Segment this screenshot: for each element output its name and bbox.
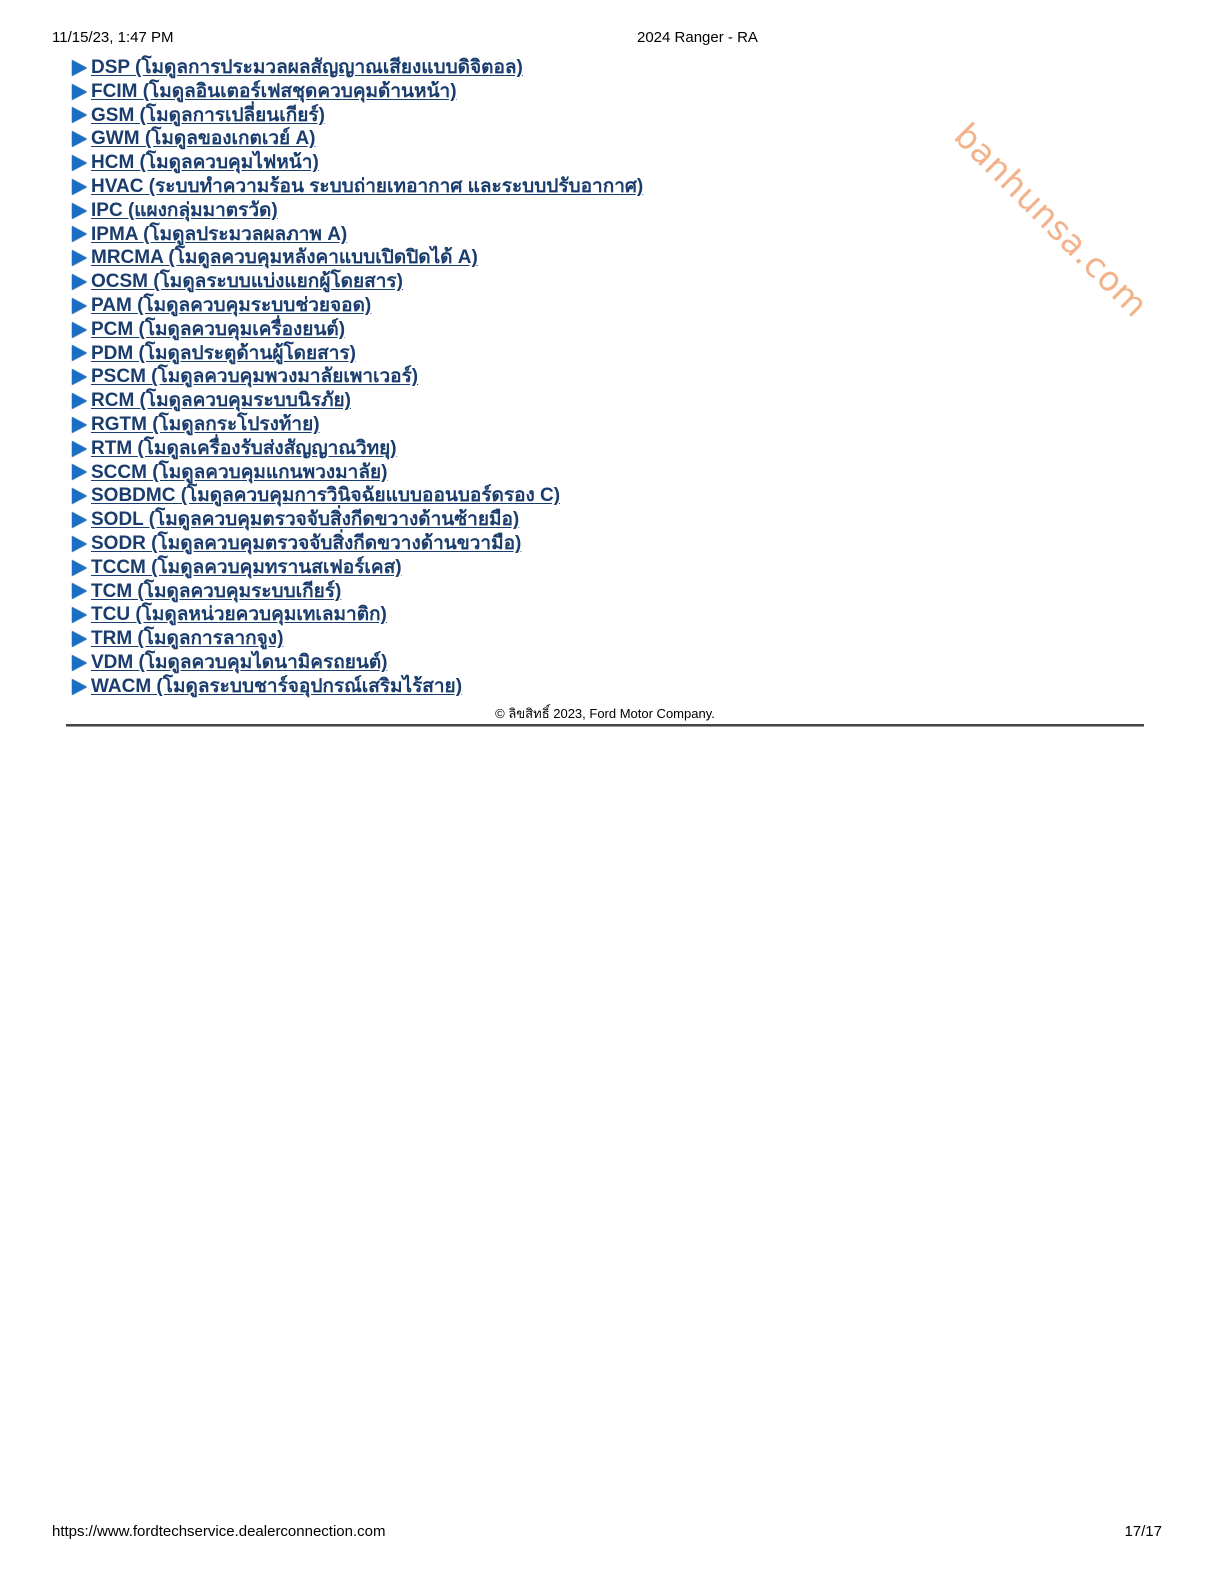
list-item	[72, 365, 643, 389]
module-link[interactable]: RGTM (โมดูลกระโปรงท้าย)	[91, 413, 320, 435]
module-link[interactable]: RTM (โมดูลเครื่องรับส่งสัญญาณวิทยุ)	[91, 437, 397, 459]
triangle-right-icon	[72, 583, 87, 599]
triangle-right-icon	[72, 536, 87, 552]
list-item	[72, 389, 643, 413]
module-link[interactable]: SODL (โมดูลควบคุมตรวจจับสิ่งกีดขวางด้านซ้ายมือ)	[91, 509, 520, 531]
list-item	[72, 318, 643, 342]
module-link[interactable]: WACM (โมดูลระบบชาร์จอุปกรณ์เสริมไร้สาย)	[91, 675, 463, 697]
list-item	[72, 294, 643, 318]
triangle-right-icon	[72, 679, 87, 695]
module-link[interactable]: SCCM (โมดูลควบคุมแกนพวงมาลัย)	[91, 461, 388, 483]
watermark	[946, 116, 1156, 326]
list-item	[72, 603, 643, 627]
module-link[interactable]: DSP (โมดูลการประมวลผลสัญญาณเสียงแบบดิจิตอล)	[91, 57, 523, 78]
page-number: 17/17	[1124, 1523, 1162, 1540]
module-link[interactable]: PAM (โมดูลควบคุมระบบช่วยจอด)	[91, 294, 372, 316]
list-item	[72, 104, 643, 128]
list-item	[72, 484, 643, 508]
triangle-right-icon	[72, 369, 87, 385]
list-item	[72, 246, 643, 270]
triangle-right-icon	[72, 226, 87, 242]
triangle-right-icon	[72, 179, 87, 195]
copyright-notice: © ลิขสิทธิ์ 2023, Ford Motor Company.	[495, 706, 715, 721]
triangle-right-icon	[72, 274, 87, 290]
module-link[interactable]: PCM (โมดูลควบคุมเครื่องยนต์)	[91, 318, 346, 340]
list-item	[72, 556, 643, 580]
list-item	[72, 342, 643, 366]
module-link[interactable]: MRCMA (โมดูลควบคุมหลังคาแบบเปิดปิดได้ A)	[91, 247, 478, 269]
module-link[interactable]: FCIM (โมดูลอินเตอร์เฟสชุดควบคุมด้านหน้า)	[91, 80, 457, 102]
list-item	[72, 651, 643, 675]
list-item	[72, 80, 643, 104]
footer-divider	[66, 724, 1144, 727]
list-item	[72, 127, 643, 151]
module-link[interactable]: PSCM (โมดูลควบคุมพวงมาลัยเพาเวอร์)	[91, 366, 419, 388]
triangle-right-icon	[72, 322, 87, 338]
triangle-right-icon	[72, 512, 87, 528]
module-link[interactable]: VDM (โมดูลควบคุมไดนามิครถยนต์)	[91, 651, 388, 673]
module-link[interactable]: TCU (โมดูลหน่วยควบคุมเทเลมาติก)	[91, 604, 387, 626]
triangle-right-icon	[72, 631, 87, 647]
list-item	[72, 56, 643, 80]
module-link[interactable]: IPC (แผงกลุ่มมาตรวัด)	[91, 199, 278, 221]
module-link[interactable]: SOBDMC (โมดูลควบคุมการวินิจฉัยแบบออนบอร์ดรอง C)	[91, 485, 561, 507]
triangle-right-icon	[72, 488, 87, 504]
list-item	[72, 508, 643, 532]
triangle-right-icon	[72, 345, 87, 361]
list-item	[72, 175, 643, 199]
triangle-right-icon	[72, 417, 87, 433]
triangle-right-icon	[72, 250, 87, 266]
module-link[interactable]: OCSM (โมดูลระบบแบ่งแยกผู้โดยสาร)	[91, 271, 403, 293]
triangle-right-icon	[72, 441, 87, 457]
list-item	[72, 461, 643, 485]
module-link[interactable]: GSM (โมดูลการเปลี่ยนเกียร์)	[91, 104, 325, 126]
triangle-right-icon	[72, 393, 87, 409]
print-datetime: 11/15/23, 1:47 PM	[52, 29, 174, 46]
triangle-right-icon	[72, 203, 87, 219]
module-link[interactable]: TRM (โมดูลการลากจูง)	[91, 628, 284, 650]
module-link[interactable]: TCM (โมดูลควบคุมระบบเกียร์)	[91, 580, 342, 602]
list-item	[72, 223, 643, 247]
triangle-right-icon	[72, 107, 87, 123]
module-link[interactable]: SODR (โมดูลควบคุมตรวจจับสิ่งกีดขวางด้านขวามือ)	[91, 532, 522, 554]
list-item	[72, 580, 643, 604]
triangle-right-icon	[72, 607, 87, 623]
list-item	[72, 532, 643, 556]
list-item	[72, 437, 643, 461]
triangle-right-icon	[72, 298, 87, 314]
module-link[interactable]: HVAC (ระบบทำความร้อน ระบบถ่ายเทอากาศ และระบบปรับอากาศ)	[91, 175, 644, 197]
source-url: https://www.fordtechservice.dealerconnection.com	[52, 1523, 386, 1540]
triangle-right-icon	[72, 60, 87, 76]
triangle-right-icon	[72, 655, 87, 671]
triangle-right-icon	[72, 84, 87, 100]
list-item	[72, 199, 643, 223]
list-item	[72, 675, 643, 699]
module-link-list	[72, 56, 643, 699]
list-item	[72, 627, 643, 651]
document-title: 2024 Ranger - RA	[637, 29, 758, 46]
triangle-right-icon	[72, 155, 87, 171]
triangle-right-icon	[72, 464, 87, 480]
module-link[interactable]: PDM (โมดูลประตูด้านผู้โดยสาร)	[91, 342, 356, 364]
list-item	[72, 270, 643, 294]
list-item	[72, 151, 643, 175]
print-header	[52, 29, 1162, 49]
triangle-right-icon	[72, 131, 87, 147]
module-link[interactable]: GWM (โมดูลของเกตเวย์ A)	[91, 128, 316, 150]
module-link[interactable]: IPMA (โมดูลประมวลผลภาพ A)	[91, 223, 348, 245]
watermark-text: banhunsa.com	[945, 115, 1156, 326]
triangle-right-icon	[72, 560, 87, 576]
module-link[interactable]: TCCM (โมดูลควบคุมทรานสเฟอร์เคส)	[91, 556, 402, 578]
list-item	[72, 413, 643, 437]
module-link[interactable]: HCM (โมดูลควบคุมไฟหน้า)	[91, 152, 319, 174]
module-link[interactable]: RCM (โมดูลควบคุมระบบนิรภัย)	[91, 390, 351, 412]
